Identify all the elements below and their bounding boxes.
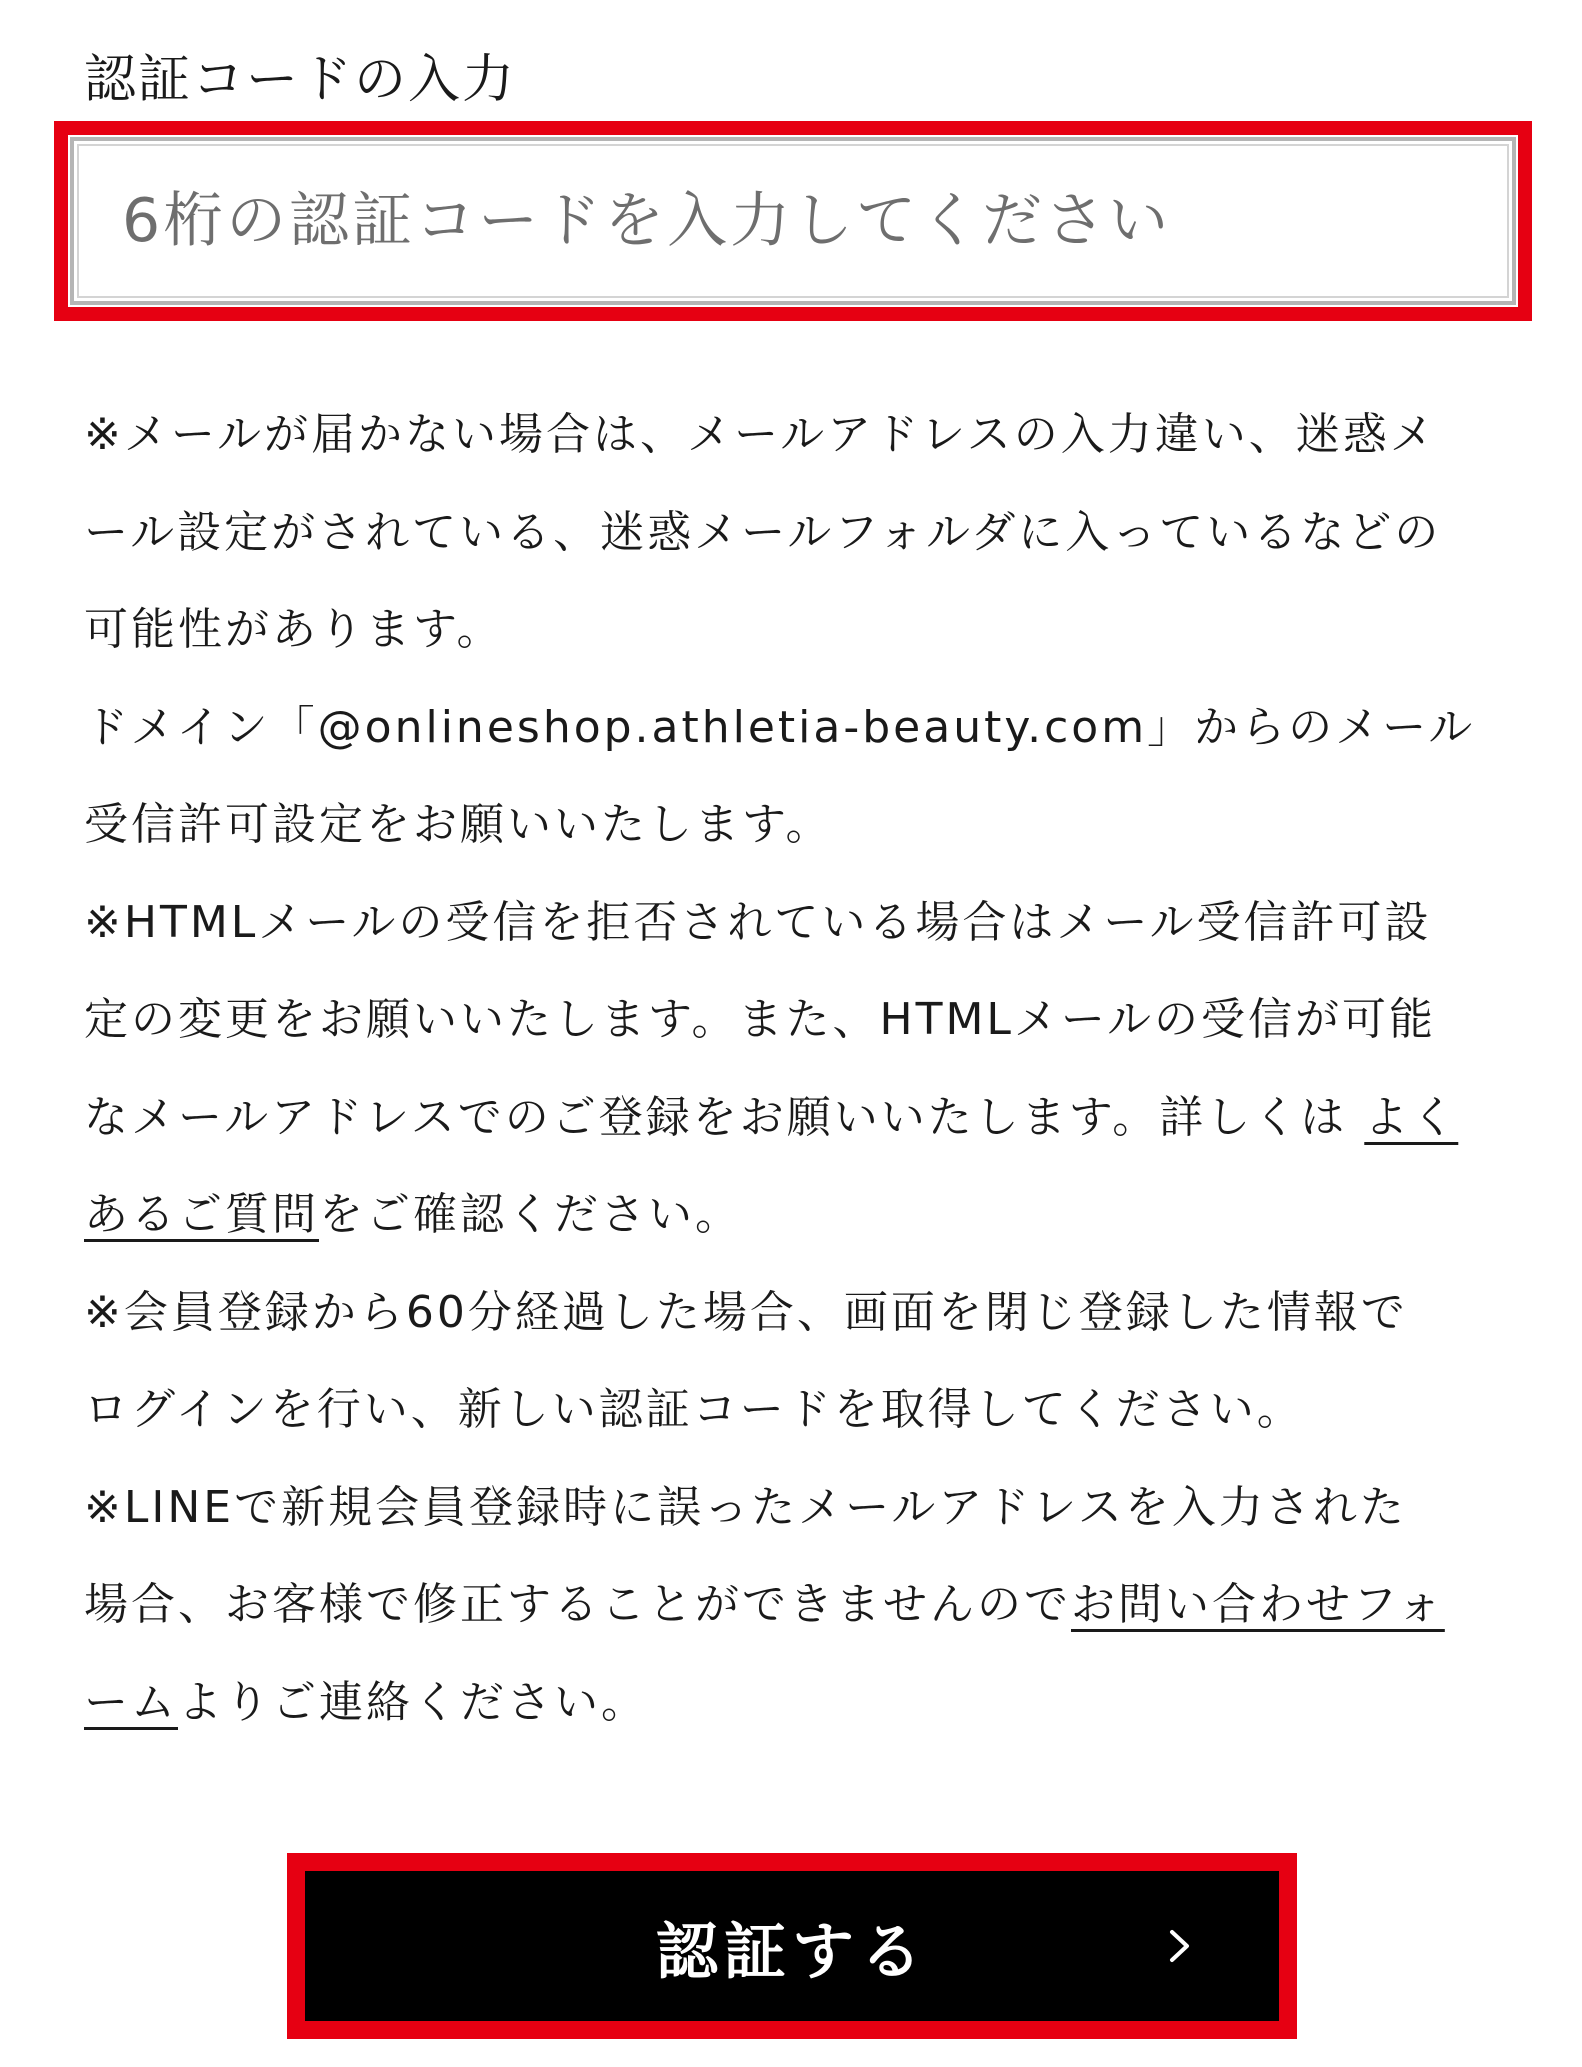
contact-form-link[interactable]: お問い合わせフォ [1071, 1579, 1445, 1630]
notes-text-segment: よりご連絡ください。 [178, 1676, 648, 1728]
notes-line [84, 1166, 1504, 1264]
notes-line: ドメイン「@onlineshop.athletia-beauty.com」からのメール [84, 701, 1476, 753]
notes-line: 可能性があります。 [84, 604, 504, 655]
notes-line: ※LINEで新規会員登録時に誤ったメールアドレスを入力された [84, 1481, 1407, 1533]
notes-line: 受信許可設定をお願いいたします。 [84, 799, 833, 850]
faq-link[interactable]: あるご質問 [84, 1189, 319, 1240]
notes-line: ※メールが届かない場合は、メールアドレスの入力違い、迷惑メ [84, 409, 1437, 460]
notes-line: ログインを行い、新しい認証コードを取得してください。 [84, 1384, 1304, 1435]
contact-form-link[interactable]: ーム [84, 1676, 178, 1728]
notes-line: ※会員登録から60分経過した場合、画面を閉じ登録した情報で [84, 1286, 1408, 1338]
notes-line: 定の変更をお願いいたします。また、HTMLメールの受信が可能 [84, 994, 1437, 1045]
notes-line: ール設定がされている、迷惑メールフォルダに入っているなどの [84, 506, 1442, 558]
verify-button-label: 認証する [655, 1917, 928, 1987]
verification-code-input[interactable] [70, 137, 1516, 305]
chevron-right-icon [1159, 1926, 1199, 1966]
verify-button[interactable] [305, 1871, 1279, 2021]
faq-link[interactable]: よく [1364, 1091, 1459, 1143]
notes-text-segment: 場合、お客様で修正することができませんので [84, 1579, 1071, 1630]
notes-text-segment: なメールアドレスでのご登録をお願いいたします。詳しくは [84, 1091, 1348, 1143]
notes-line [84, 1654, 1504, 1752]
verification-code-label: 認証コードの入力 [84, 50, 517, 110]
notes-text [84, 386, 1504, 1751]
notes-text-segment: をご確認ください。 [319, 1189, 742, 1240]
notes-line: ※HTMLメールの受信を拒否されている場合はメール受信許可設 [84, 896, 1432, 948]
notes-line [84, 1556, 1504, 1654]
notes-line [84, 1069, 1504, 1167]
